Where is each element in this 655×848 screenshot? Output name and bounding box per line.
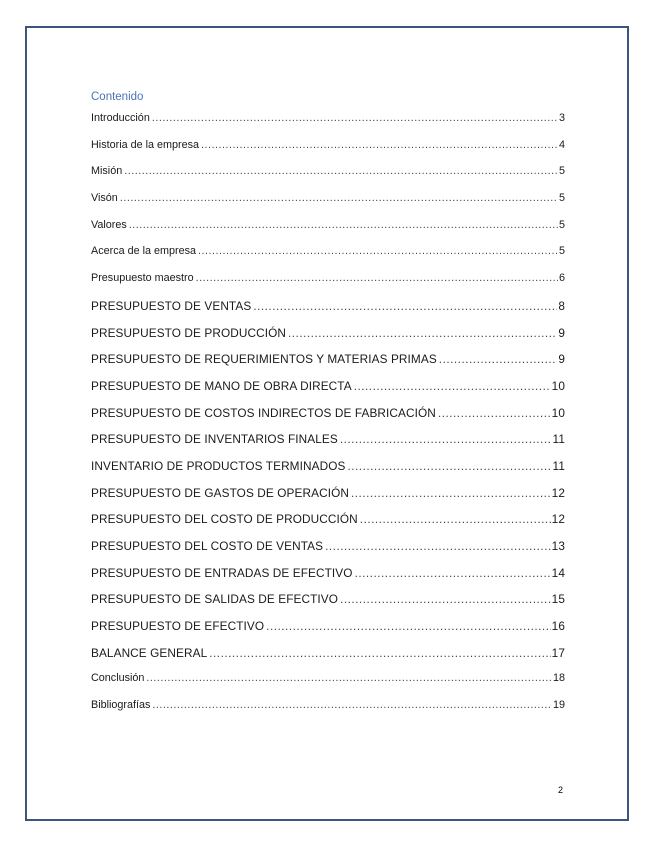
toc-leader-dots bbox=[347, 459, 551, 473]
toc-entry[interactable] bbox=[91, 672, 565, 699]
toc-entry-label: PRESUPUESTO DE SALIDAS DE EFECTIVO bbox=[91, 592, 339, 607]
toc-entry-label: Acerca de la empresa bbox=[91, 245, 197, 258]
toc-entry-page: 14 bbox=[551, 565, 565, 580]
toc-entry-label: PRESUPUESTO DE VENTAS bbox=[91, 298, 252, 313]
toc-entry-page: 8 bbox=[558, 298, 565, 313]
toc-leader-dots bbox=[253, 299, 557, 313]
toc-leader-dots bbox=[340, 432, 552, 446]
toc-entry-label: Conclusión bbox=[91, 672, 145, 685]
toc-leader-dots bbox=[201, 139, 558, 151]
toc-leader-dots bbox=[351, 486, 551, 500]
toc-entry-page: 12 bbox=[551, 485, 565, 500]
toc-entry-label: Valores bbox=[91, 218, 127, 231]
toc-entry[interactable] bbox=[91, 646, 565, 673]
toc-entry-page: 13 bbox=[551, 539, 565, 553]
toc-entry-page: 3 bbox=[558, 112, 565, 124]
toc-entry[interactable] bbox=[91, 272, 565, 299]
toc-entry-label: PRESUPUESTO DE GASTOS DE OPERACIÓN bbox=[91, 485, 349, 500]
toc-entry[interactable] bbox=[91, 512, 565, 539]
toc-entry-label: PRESUPUESTO DE MANO DE OBRA DIRECTA bbox=[91, 378, 352, 393]
toc-entry-label: PRESUPUESTO DE COSTOS INDIRECTOS DE FABRICACIÓN bbox=[91, 405, 436, 420]
toc-leader-dots bbox=[198, 245, 558, 257]
document-page bbox=[25, 26, 629, 821]
toc-entry-page: 11 bbox=[552, 458, 565, 473]
toc-entry-page: 6 bbox=[558, 272, 565, 285]
toc-entry[interactable] bbox=[91, 539, 565, 566]
toc-leader-dots bbox=[129, 219, 558, 231]
toc-entry-label: PRESUPUESTO DEL COSTO DE PRODUCCIÓN bbox=[91, 512, 358, 527]
toc-leader-dots bbox=[196, 272, 558, 284]
toc-leader-dots bbox=[438, 406, 551, 420]
toc-entry[interactable] bbox=[91, 245, 565, 272]
toc-leader-dots bbox=[124, 165, 558, 177]
toc-entry[interactable] bbox=[91, 379, 565, 406]
toc-entry-label: PRESUPUESTO DE PRODUCCIÓN bbox=[91, 325, 286, 340]
toc-entry-page: 4 bbox=[558, 138, 565, 151]
toc-entry-label: Historia de la empresa bbox=[91, 138, 200, 151]
page-number: 2 bbox=[558, 785, 564, 795]
toc-entry[interactable] bbox=[91, 592, 565, 619]
toc-entry-label: PRESUPUESTO DEL COSTO DE VENTAS bbox=[91, 539, 324, 553]
toc-entry[interactable] bbox=[91, 432, 565, 459]
toc-entry[interactable] bbox=[91, 619, 565, 646]
toc-entry-label: Bibliografías bbox=[91, 699, 151, 712]
toc-heading: Contenido bbox=[91, 91, 144, 103]
toc-entry-page: 5 bbox=[558, 218, 565, 231]
toc-leader-dots bbox=[288, 326, 557, 340]
toc-entry[interactable] bbox=[91, 165, 565, 192]
toc-entry-label: Introducción bbox=[91, 112, 150, 124]
toc-entry-label: PRESUPUESTO DE INVENTARIOS FINALES bbox=[91, 432, 338, 447]
toc-entry[interactable] bbox=[91, 352, 565, 379]
toc-entry-page: 9 bbox=[558, 352, 565, 367]
toc-entry[interactable] bbox=[91, 112, 565, 139]
toc-entry[interactable] bbox=[91, 139, 565, 166]
toc-entry-page: 10 bbox=[551, 378, 565, 393]
toc-entry-label: Presupuesto maestro bbox=[91, 272, 194, 285]
toc-leader-dots bbox=[152, 112, 558, 124]
toc-entry[interactable] bbox=[91, 699, 565, 726]
toc-entry-label: INVENTARIO DE PRODUCTOS TERMINADOS bbox=[91, 458, 346, 473]
toc-entry-label: Visón bbox=[91, 192, 118, 205]
toc-leader-dots bbox=[439, 352, 558, 366]
toc-entry-page: 18 bbox=[552, 672, 565, 685]
toc-leader-dots bbox=[266, 619, 551, 633]
toc-entry[interactable] bbox=[91, 406, 565, 433]
toc-entry-page: 5 bbox=[558, 165, 565, 178]
toc-entry-page: 12 bbox=[551, 512, 565, 527]
toc-leader-dots bbox=[340, 592, 551, 606]
toc-leader-dots bbox=[355, 566, 551, 580]
toc-entry-page: 15 bbox=[551, 592, 565, 607]
toc-leader-dots bbox=[120, 192, 558, 204]
toc-entry-label: PRESUPUESTO DE EFECTIVO bbox=[91, 619, 265, 634]
toc-entry-page: 19 bbox=[552, 699, 565, 712]
toc-leader-dots bbox=[152, 699, 552, 711]
toc-leader-dots bbox=[354, 379, 551, 393]
toc-entry[interactable] bbox=[91, 219, 565, 246]
toc-entry[interactable] bbox=[91, 566, 565, 593]
toc-entry-page: 17 bbox=[551, 645, 565, 660]
toc-entry-page: 16 bbox=[551, 619, 565, 634]
toc-entry[interactable] bbox=[91, 486, 565, 513]
toc-entry-page: 5 bbox=[558, 245, 565, 258]
toc-entry-page: 9 bbox=[558, 325, 565, 340]
toc-leader-dots bbox=[360, 512, 551, 526]
toc-leader-dots bbox=[325, 539, 551, 553]
toc-leader-dots bbox=[146, 672, 552, 684]
toc-entry[interactable] bbox=[91, 459, 565, 486]
toc-entry-label: PRESUPUESTO DE ENTRADAS DE EFECTIVO bbox=[91, 565, 353, 580]
toc-entry[interactable] bbox=[91, 326, 565, 353]
toc-entry-page: 11 bbox=[552, 432, 565, 447]
toc-entry[interactable] bbox=[91, 299, 565, 326]
toc-entry[interactable] bbox=[91, 192, 565, 219]
toc-entry-page: 5 bbox=[558, 192, 565, 205]
toc-entry-label: BALANCE GENERAL bbox=[91, 645, 208, 660]
toc-entry-label: PRESUPUESTO DE REQUERIMIENTOS Y MATERIAS PRIMAS bbox=[91, 352, 437, 367]
toc-leader-dots bbox=[209, 646, 550, 660]
toc-entry-page: 10 bbox=[551, 405, 565, 420]
toc-entry-label: Misión bbox=[91, 165, 123, 178]
toc-list bbox=[91, 112, 565, 726]
